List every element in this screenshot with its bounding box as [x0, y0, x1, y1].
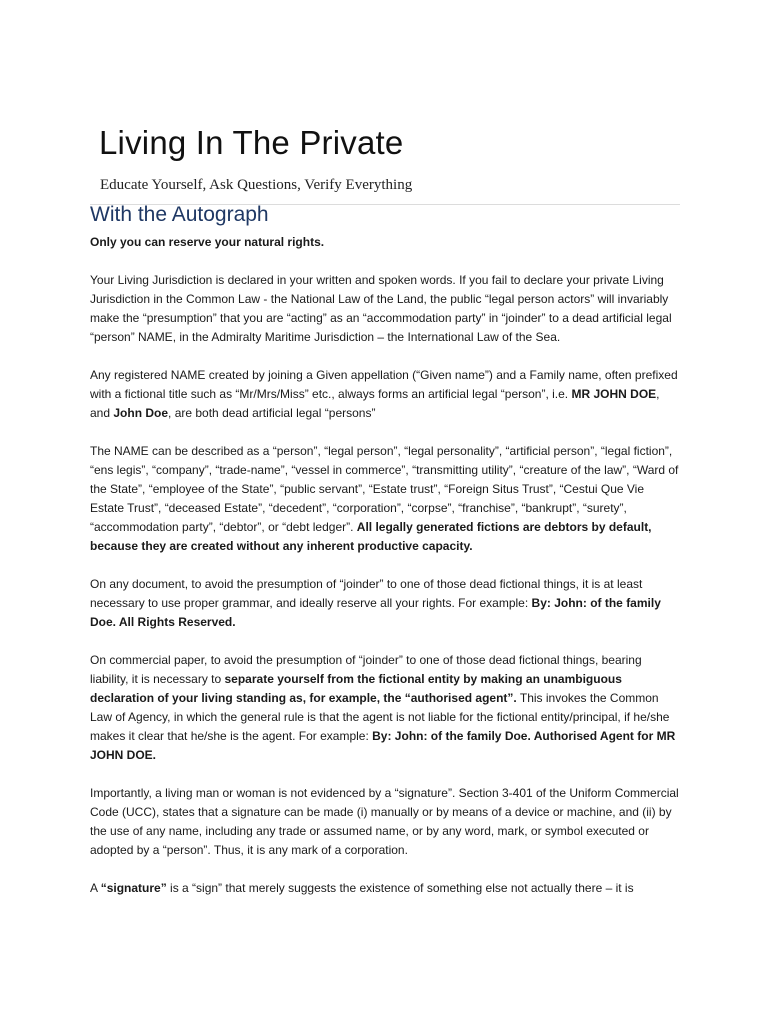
paragraph-document-joinder	[90, 575, 680, 632]
paragraph-signature-ucc: Importantly, a living man or woman is not evidenced by a “signature”. Section 3-401 of the Uniform Commercial Code (UCC), states that a signature can be made (i) manually or by means of a device or machine, and (ii) by the use of any name, including any trade or assumed name, or by any word, mark, or symbol executed or adopted by a “person”. Thus, it is any mark of a corporation.	[90, 786, 679, 857]
bold-run: By: John: of the family Doe. All Rights Reserved.	[90, 596, 661, 629]
paragraph-signature-sign	[90, 879, 680, 898]
bold-run: “signature”	[100, 881, 167, 895]
text-run: , and	[90, 387, 660, 420]
text-run: , are both dead artificial legal “persons”	[168, 406, 376, 420]
text-run: On commercial paper, to avoid the presumption of “joinder” to one of those dead fictional things, bearing liability, it is necessary to	[90, 653, 642, 686]
text-run: is a “sign” that merely suggests the existence of something else not actually there – it is	[166, 881, 634, 895]
site-tagline: Educate Yourself, Ask Questions, Verify Everything	[100, 177, 413, 193]
article-body	[90, 233, 680, 917]
bold-run: All legally generated fictions are debtors by default, because they are created without any inherent productive capacity.	[90, 520, 652, 553]
lead-paragraph	[90, 233, 680, 252]
site-title: Living In The Private	[99, 124, 404, 161]
paragraph-name-descriptions	[90, 442, 680, 556]
bold-run: separate yourself from the fictional entity by making an unambiguous declaration of your living standing as, for example, the “authorised agent”.	[90, 672, 622, 705]
lead-text: Only you can reserve your natural rights.	[90, 235, 325, 249]
text-run: Any registered NAME created by joining a Given appellation (“Given name”) and a Family name, often prefixed with a fictional title such as “Mr/Mrs/Miss” etc., always forms an artificial legal “person”, i.e.	[90, 368, 678, 401]
paragraph-registered-name	[90, 366, 680, 423]
bold-run: John Doe	[113, 406, 169, 420]
text-run: This invokes the Common Law of Agency, in which the general rule is that the agent is not liable for the fictional entity/principal, if he/she makes it clear that he/she is the agent. For example:	[90, 691, 670, 743]
section-heading: With the Autograph	[90, 203, 269, 226]
text-run: The NAME can be described as a “person”, “legal person”, “legal personality”, “artificial person”, “legal fiction”, “ens legis”, “company”, “trade-name”, “vessel in commerce”, “transmitting utility”, “creature of the law”, “Ward of the State”, “employee of the State”, “public servant”, “Estate trust”, “Foreign Situs Trust”, “Cestui Que Vie Estate Trust”, “deceased Estate”, “decedent”, “corporation”, “corpse”, “franchise”, “bankrupt”, “surety”, “accommodation party”, “debtor”, or “debt ledger”.	[90, 444, 679, 534]
paragraph-commercial-paper	[90, 651, 680, 765]
text-run: A	[90, 881, 101, 895]
paragraph-jurisdiction: Your Living Jurisdiction is declared in your written and spoken words. If you fail to declare your private Living Jurisdiction in the Common Law - the National Law of the Land, the public “legal person actors” will invariably make the “presumption” that you are “acting” as an “accommodation party” in “joinder” to a dead artificial legal “person” NAME, in the Admiralty Maritime Jurisdiction – the International Law of the Sea.	[90, 273, 672, 344]
bold-run: By: John: of the family Doe. Authorised Agent for MR JOHN DOE.	[90, 729, 676, 762]
bold-run: MR JOHN DOE	[571, 387, 657, 401]
text-run: On any document, to avoid the presumption of “joinder” to one of those dead fictional things, it is at least necessary to use proper grammar, and ideally reserve all your rights. For example:	[90, 577, 643, 610]
